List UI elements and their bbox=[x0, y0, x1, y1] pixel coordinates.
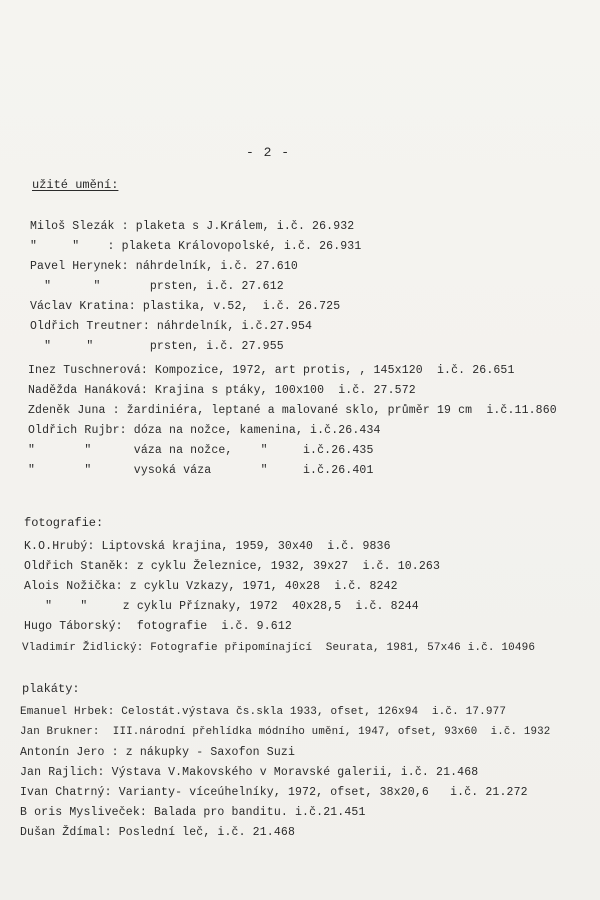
list-item: B oris Mysliveček: Balada pro banditu. i.č.21.451 bbox=[20, 806, 366, 819]
list-item: Oldřich Rujbr: dóza na nožce, kamenina, i.č.26.434 bbox=[28, 424, 381, 437]
list-item: Oldřich Treutner: náhrdelník, i.č.27.954 bbox=[30, 320, 313, 333]
list-item: Vladimír Židlický: Fotografie připomínající Seurata, 1981, 57x46 i.č. 10496 bbox=[22, 642, 536, 654]
list-item: Zdeněk Juna : žardiniéra, leptané a malované sklo, průměr 19 cm i.č.11.860 bbox=[28, 404, 557, 417]
section-heading-posters: plakáty: bbox=[22, 682, 80, 696]
list-item: Emanuel Hrbek: Celostát.výstava čs.skla 1933, ofset, 126x94 i.č. 17.977 bbox=[20, 706, 507, 718]
list-item: Hugo Táborský: fotografie i.č. 9.612 bbox=[24, 620, 292, 633]
list-item: " " z cyklu Příznaky, 1972 40x28,5 i.č. 8244 bbox=[24, 600, 419, 613]
list-item: Jan Brukner: III.národní přehlídka módního umění, 1947, ofset, 93x60 i.č. 1932 bbox=[20, 726, 551, 738]
list-item: Jan Rajlich: Výstava V.Makovského v Moravské galerii, i.č. 21.468 bbox=[20, 766, 479, 779]
list-item: Alois Nožička: z cyklu Vzkazy, 1971, 40x28 i.č. 8242 bbox=[24, 580, 398, 593]
section-heading-photography: fotografie: bbox=[24, 516, 104, 530]
list-item: " " prsten, i.č. 27.955 bbox=[30, 340, 284, 353]
list-item: Oldřich Staněk: z cyklu Železnice, 1932, 39x27 i.č. 10.263 bbox=[24, 560, 441, 573]
page-number: - 2 - bbox=[246, 145, 291, 160]
list-item: Václav Kratina: plastika, v.52, i.č. 26.725 bbox=[30, 300, 341, 313]
list-item: Ivan Chatrný: Varianty- víceúhelníky, 1972, ofset, 38x20,6 i.č. 21.272 bbox=[20, 786, 528, 799]
section-heading-applied-art: užité umění: bbox=[32, 178, 119, 192]
list-item: " " prsten, i.č. 27.612 bbox=[30, 280, 284, 293]
list-item: " " vysoká váza " i.č.26.401 bbox=[28, 464, 374, 477]
list-item: Pavel Herynek: náhrdelník, i.č. 27.610 bbox=[30, 260, 298, 273]
list-item: " " váza na nožce, " i.č.26.435 bbox=[28, 444, 374, 457]
list-item: Dušan Ždímal: Poslední leč, i.č. 21.468 bbox=[20, 826, 295, 839]
list-item: " " : plaketa Královopolské, i.č. 26.931 bbox=[30, 240, 362, 253]
list-item: K.O.Hrubý: Liptovská krajina, 1959, 30x40 i.č. 9836 bbox=[24, 540, 391, 553]
list-item: Antonín Jero : z nákupky - Saxofon Suzi bbox=[20, 746, 295, 759]
list-item: Inez Tuschnerová: Kompozice, 1972, art protis, , 145x120 i.č. 26.651 bbox=[28, 364, 515, 377]
list-item: Miloš Slezák : plaketa s J.Králem, i.č. 26.932 bbox=[30, 220, 355, 233]
list-item: Naděžda Hanáková: Krajina s ptáky, 100x100 i.č. 27.572 bbox=[28, 384, 416, 397]
